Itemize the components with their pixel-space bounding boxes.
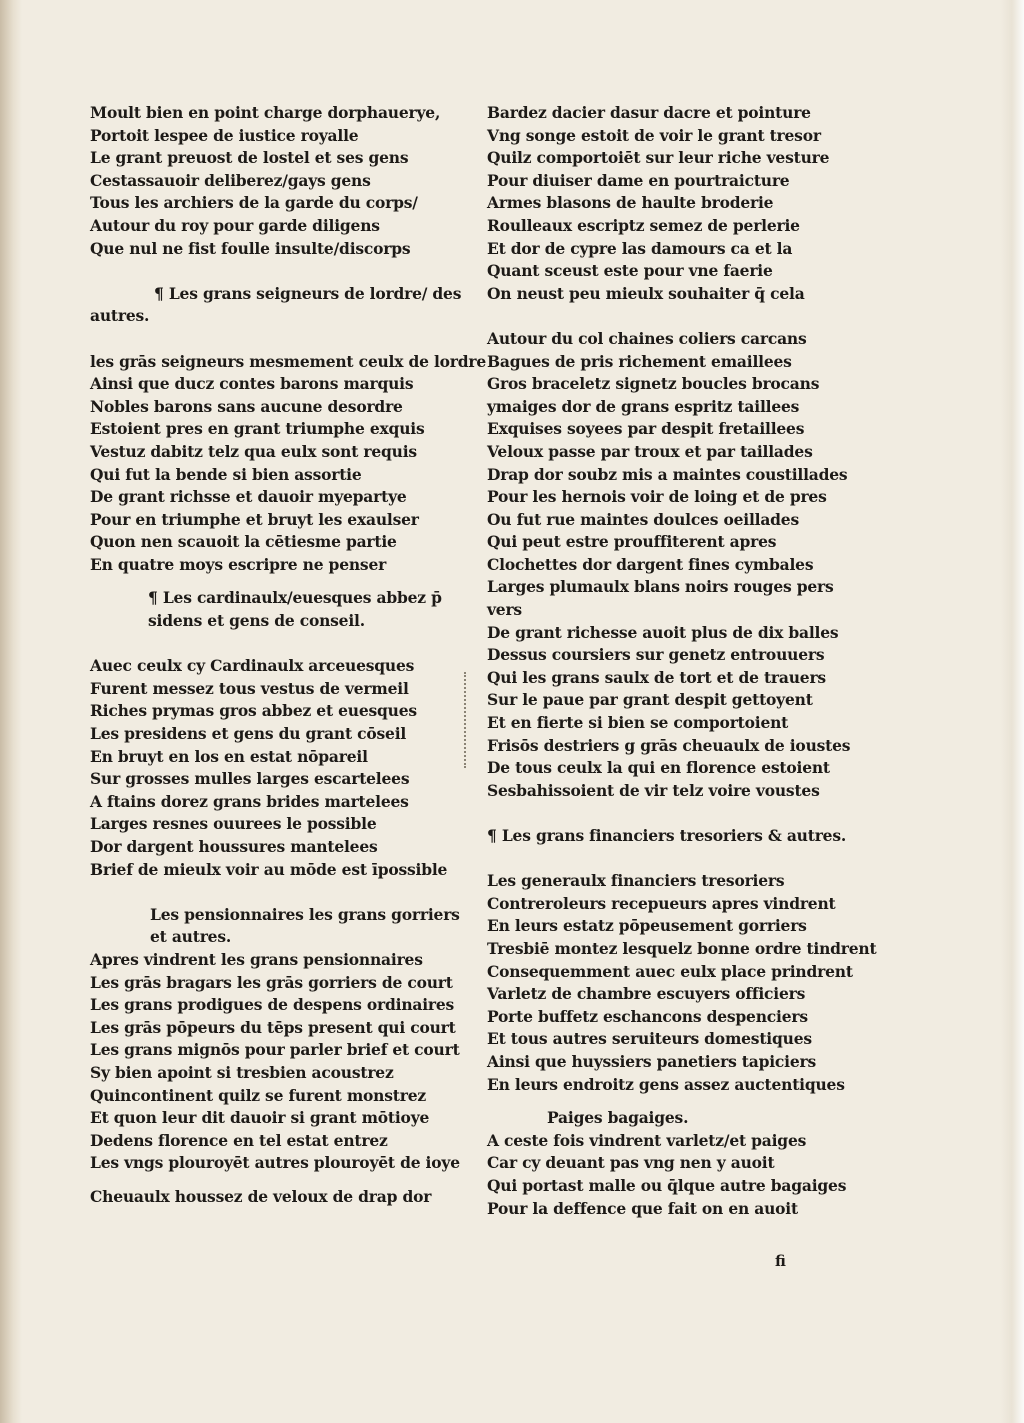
verse-line: les grās seigneurs mesmement ceulx de lordre: [90, 351, 487, 371]
verse-line: Furent messez tous vestus de vermeil: [90, 678, 409, 698]
verse-line: Sy bien apoint si tresbien acoustrez: [90, 1062, 394, 1082]
section-heading: ¶ Les grans seigneurs de lordre/ des: [154, 283, 462, 303]
verse-line: Larges plumaulx blans noirs rouges pers: [487, 577, 834, 597]
verse-line: Armes blasons de haulte broderie: [487, 193, 774, 213]
verse-line: Sur grosses mulles larges escartelees: [90, 769, 410, 789]
section-heading-continued: sidens et gens de conseil.: [148, 611, 365, 631]
section-heading: Paiges bagaiges.: [547, 1108, 689, 1128]
verse-line: Dedens florence en tel estat entrez: [90, 1130, 388, 1150]
verse-line: En bruyt en los en estat nōpareil: [90, 746, 368, 766]
verse-line: Porte buffetz eschancons despenciers: [487, 1006, 808, 1026]
verse-line: Varletz de chambre escuyers officiers: [487, 984, 806, 1004]
verse-line: Apres vindrent les grans pensionnaires: [90, 949, 423, 969]
verse-line: Pour en triumphe et bruyt les exaulser: [90, 509, 419, 529]
catchword: fi: [775, 1252, 786, 1270]
verse-line: Qui portast malle ou q̄lque autre bagaiges: [487, 1175, 847, 1195]
page-edge: [1000, 0, 1024, 1423]
verse-line: Tous les archiers de la garde du corps/: [90, 193, 418, 213]
verse-line: Les generaulx financiers tresoriers: [487, 871, 785, 891]
verse-line: Pour les hernois voir de loing et de pres: [487, 487, 827, 507]
verse-line: Bardez dacier dasur dacre et pointure: [487, 103, 811, 122]
margin-mark: [464, 672, 470, 768]
verse-line: Sur le paue par grant despit gettoyent: [487, 690, 813, 710]
verse-line: Ou fut rue maintes doulces oeillades: [487, 509, 799, 529]
verse-line: Qui fut la bende si bien assortie: [90, 464, 362, 484]
verse-line: A ceste fois vindrent varletz/et paiges: [487, 1130, 807, 1150]
verse-line: Auec ceulx cy Cardinaulx arceuesques: [90, 656, 415, 676]
verse-line: Et quon leur dit dauoir si grant mōtioye: [90, 1108, 430, 1128]
verse-line: Portoit lespee de iustice royalle: [90, 125, 359, 145]
verse-line: Moult bien en point charge dorphauerye,: [90, 103, 441, 122]
verse-line: Les grās pōpeurs du tēps present qui court: [90, 1017, 456, 1037]
verse-line: Quant sceust este pour vne faerie: [487, 261, 773, 281]
verse-line: Et en fierte si bien se comportoient: [487, 713, 789, 733]
verse-line: Sesbahissoient de vir telz voire voustes: [487, 780, 820, 800]
verse-line: Quincontinent quilz se furent monstrez: [90, 1085, 426, 1105]
verse-line: Frisōs destriers g grās cheuaulx de ioustes: [487, 735, 851, 755]
verse-line: A ftains dorez grans brides martelees: [90, 791, 409, 811]
verse-line: Et tous autres seruiteurs domestiques: [487, 1029, 812, 1049]
verse-line: Vng songe estoit de voir le grant tresor: [487, 125, 821, 145]
verse-line: Les grans prodigues de despens ordinaires: [90, 995, 455, 1015]
verse-line: Autour du roy pour garde diligens: [90, 215, 380, 235]
verse-line: Nobles barons sans aucune desordre: [90, 396, 403, 416]
verse-line: En leurs estatz pōpeusement gorriers: [487, 916, 807, 936]
verse-line: Exquises soyees par despit fretaillees: [487, 419, 805, 439]
section-heading-continued: autres.: [90, 306, 150, 326]
left-column: [90, 102, 487, 1209]
verse-line: De grant richsse et dauoir myepartye: [90, 487, 407, 507]
verse-line: Roulleaux escriptz semez de perlerie: [487, 215, 800, 235]
section-heading: ¶ Les grans financiers tresoriers & autres.: [487, 826, 847, 845]
verse-line: De grant richesse auoit plus de dix balles: [487, 622, 839, 642]
section-heading: ¶ Les cardinaulx/euesques abbez p̄: [148, 588, 442, 608]
verse-line: Les vngs plouroyēt autres plouroyēt de ioye: [90, 1153, 460, 1173]
verse-line: Dessus coursiers sur genetz entrouuers: [487, 645, 825, 665]
verse-line: ymaiges dor de grans espritz taillees: [487, 396, 800, 416]
verse-line: Les grans mignōs pour parler brief et court: [90, 1040, 460, 1060]
verse-line: Larges resnes ouurees le possible: [90, 814, 377, 834]
verse-line: Qui les grans saulx de tort et de trauers: [487, 667, 826, 687]
right-column: [487, 102, 877, 1220]
verse-line: Quon nen scauoit la cētiesme partie: [90, 532, 397, 552]
verse-line: Consequemment auec eulx place prindrent: [487, 961, 853, 981]
verse-line: Dor dargent houssures mantelees: [90, 837, 378, 856]
verse-line: Drap dor soubz mis a maintes coustillades: [487, 464, 848, 484]
verse-line: Cheuaulx houssez de veloux de drap dor: [90, 1186, 432, 1206]
verse-line: Riches prymas gros abbez et euesques: [90, 701, 417, 721]
section-heading-continued: et autres.: [150, 927, 232, 947]
verse-line: Gros braceletz signetz boucles brocans: [487, 374, 820, 394]
verse-line: Estoient pres en grant triumphe exquis: [90, 419, 425, 439]
verse-line: Quilz comportoiēt sur leur riche vesture: [487, 148, 830, 168]
verse-line: Autour du col chaines coliers carcans: [487, 328, 807, 348]
verse-line: Contreroleurs recepueurs apres vindrent: [487, 893, 836, 913]
verse-line: Veloux passe par troux et par taillades: [487, 441, 813, 461]
verse-line: Les grās bragars les grās gorriers de court: [90, 972, 453, 992]
verse-line: Brief de mieulx voir au mōde est īpossible: [90, 859, 448, 879]
verse-line: De tous ceulx la qui en florence estoient: [487, 758, 830, 778]
verse-line: Pour la deffence que fait on en auoit: [487, 1198, 798, 1218]
verse-line: En leurs endroitz gens assez auctentiques: [487, 1074, 845, 1094]
verse-line: En quatre moys escripre ne penser: [90, 554, 387, 574]
verse-line: Que nul ne fist foulle insulte/discorps: [90, 238, 411, 258]
verse-line: Et dor de cypre las damours ca et la: [487, 238, 793, 258]
verse-line: On neust peu mieulx souhaiter q̄ cela: [487, 283, 805, 303]
verse-line: Vestuz dabitz telz qua eulx sont requis: [90, 441, 417, 461]
verse-line: Car cy deuant pas vng nen y auoit: [487, 1153, 775, 1173]
verse-line: Les presidens et gens du grant cōseil: [90, 724, 407, 744]
verse-line-continued: vers: [487, 600, 522, 620]
verse-line: Qui peut estre prouffiterent apres: [487, 532, 777, 552]
verse-line: Pour diuiser dame en pourtraicture: [487, 170, 790, 190]
verse-line: Ainsi que huyssiers panetiers tapiciers: [487, 1051, 817, 1071]
verse-line: Clochettes dor dargent fines cymbales: [487, 554, 814, 574]
page-gutter: [0, 0, 22, 1423]
verse-line: Ainsi que ducz contes barons marquis: [90, 374, 414, 394]
verse-line: Bagues de pris richement emaillees: [487, 351, 792, 371]
verse-line: Cestassauoir deliberez/gays gens: [90, 170, 371, 190]
verse-line: Le grant preuost de lostel et ses gens: [90, 148, 409, 168]
section-heading: Les pensionnaires les grans gorriers: [150, 904, 460, 924]
verse-line: Tresbiē montez lesquelz bonne ordre tindrent: [487, 938, 877, 958]
